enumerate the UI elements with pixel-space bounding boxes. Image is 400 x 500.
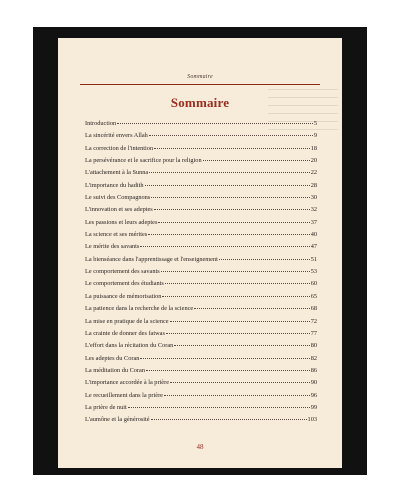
toc-entry-page: 28: [310, 181, 317, 189]
dot-leader: [140, 246, 309, 247]
dot-leader: [219, 259, 310, 260]
toc-entry: [85, 219, 317, 231]
toc-entry-title: Introduction: [85, 120, 117, 127]
dot-leader: [162, 296, 309, 297]
toc-entry-page: 77: [310, 329, 317, 337]
dot-leader: [154, 148, 310, 149]
toc-entry-title: La prière de nuit: [85, 403, 127, 411]
toc-entry-title: La persévérance et le sacrifice pour la religion: [85, 157, 202, 165]
toc-entry-title: L'attachement à la Sunna: [85, 169, 149, 177]
dot-leader: [154, 209, 310, 210]
dot-leader: [145, 185, 310, 186]
dot-leader: [117, 123, 313, 124]
dot-leader: [170, 321, 310, 322]
running-header: Sommaire: [187, 74, 213, 80]
dot-leader: [194, 308, 309, 309]
toc-entry-page: 22: [310, 169, 317, 177]
dot-leader: [146, 370, 310, 371]
page-number: 48: [196, 443, 204, 451]
dot-leader: [148, 234, 309, 235]
toc-entry: [85, 367, 317, 379]
toc-entry: [85, 145, 317, 157]
toc-entry: [85, 318, 317, 330]
toc-entry-page: 99: [310, 403, 317, 411]
toc-entry-title: Les passions et leurs adeptes: [85, 218, 158, 226]
toc-entry-title: La méditation du Coran: [85, 366, 145, 374]
book-page: [58, 38, 342, 468]
toc-entry: [85, 182, 317, 194]
toc-entry-page: 90: [310, 379, 317, 387]
toc-entry-title: Le mérite des savants: [85, 243, 140, 251]
toc-entry: [85, 256, 317, 268]
toc-entry: [85, 404, 317, 416]
toc-entry: [85, 231, 317, 243]
toc-entry: [85, 169, 317, 181]
dot-leader: [140, 358, 309, 359]
toc-entry-title: La science et ses mérites: [85, 231, 148, 239]
toc-entry-page: 32: [310, 206, 317, 214]
toc-entry-page: 72: [310, 317, 317, 325]
toc-entry-page: 82: [310, 354, 317, 362]
dot-leader: [151, 419, 307, 420]
toc-entry-title: Le recueillement dans la prière: [85, 391, 163, 399]
toc-entry-page: 60: [310, 280, 317, 288]
toc-entry-title: La puissance de mémorisation: [85, 292, 162, 300]
toc-entry-title: Le suivi des Compagnons: [85, 194, 151, 202]
dot-leader: [170, 382, 310, 383]
toc-entry-page: 68: [310, 305, 317, 313]
toc-entry: [85, 293, 317, 305]
dot-leader: [164, 395, 310, 396]
toc-entry-page: 40: [310, 231, 317, 239]
toc-entry: [85, 355, 317, 367]
toc-entry-title: La correction de l'intention: [85, 144, 154, 152]
toc-entry-title: La patience dans la recherche de la science: [85, 305, 194, 313]
toc-entry-title: L'aumône et la générosité: [85, 416, 150, 424]
toc-entry-title: La bienséance dans l'apprentissage et l'enseignement: [85, 255, 218, 263]
toc-entry-page: 9: [313, 132, 317, 140]
dot-leader: [151, 197, 309, 198]
toc-entry-title: Le comportement des savants: [85, 268, 160, 276]
toc-entry-page: 20: [310, 157, 317, 165]
toc-entry: [85, 120, 317, 132]
toc-entry-page: 37: [310, 218, 317, 226]
dot-leader: [158, 222, 309, 223]
toc-entry-page: 103: [307, 416, 317, 424]
toc-entry: [85, 392, 317, 404]
toc-entry-page: 47: [310, 243, 317, 251]
toc-entry-page: 96: [310, 391, 317, 399]
toc-entry-title: La crainte de donner des fatwas: [85, 329, 165, 337]
toc-entry-page: 51: [310, 255, 317, 263]
toc-entry: [85, 157, 317, 169]
dot-leader: [128, 407, 310, 408]
toc-entry: [85, 330, 317, 342]
dot-leader: [161, 271, 310, 272]
dot-leader: [165, 283, 310, 284]
toc-entry-title: L'importance du hadith: [85, 181, 144, 189]
toc-entry: [85, 342, 317, 354]
toc-entry-title: L'importance accordée à la prière: [85, 379, 169, 387]
header-divider: [80, 84, 320, 85]
toc-entry: [85, 243, 317, 255]
toc-entry-page: 30: [310, 194, 317, 202]
toc-entry-page: 53: [310, 268, 317, 276]
toc-entry: [85, 194, 317, 206]
toc-entry-title: Les adeptes du Coran: [85, 354, 140, 362]
table-of-contents: [85, 120, 317, 429]
page-title: Sommaire: [170, 95, 230, 110]
toc-entry: [85, 305, 317, 317]
dot-leader: [149, 135, 313, 136]
toc-entry-title: L'effort dans la récitation du Coran: [85, 342, 174, 350]
dot-leader: [149, 172, 310, 173]
toc-entry-title: L'innovation et ses adeptes: [85, 206, 153, 214]
toc-entry-page: 5: [313, 120, 317, 127]
dot-leader: [166, 333, 310, 334]
toc-entry-title: La mise en pratique de la science: [85, 317, 169, 325]
dot-leader: [203, 160, 310, 161]
toc-entry-page: 80: [310, 342, 317, 350]
toc-entry-title: Le comportement des étudiants: [85, 280, 164, 288]
toc-entry-page: 65: [310, 292, 317, 300]
toc-entry: [85, 416, 317, 428]
toc-entry: [85, 132, 317, 144]
toc-entry: [85, 280, 317, 292]
toc-entry: [85, 268, 317, 280]
toc-entry-title: La sincérité envers Allah: [85, 132, 148, 140]
toc-entry: [85, 379, 317, 391]
toc-entry-page: 86: [310, 366, 317, 374]
dot-leader: [174, 345, 309, 346]
toc-entry: [85, 206, 317, 218]
toc-entry-page: 18: [310, 144, 317, 152]
